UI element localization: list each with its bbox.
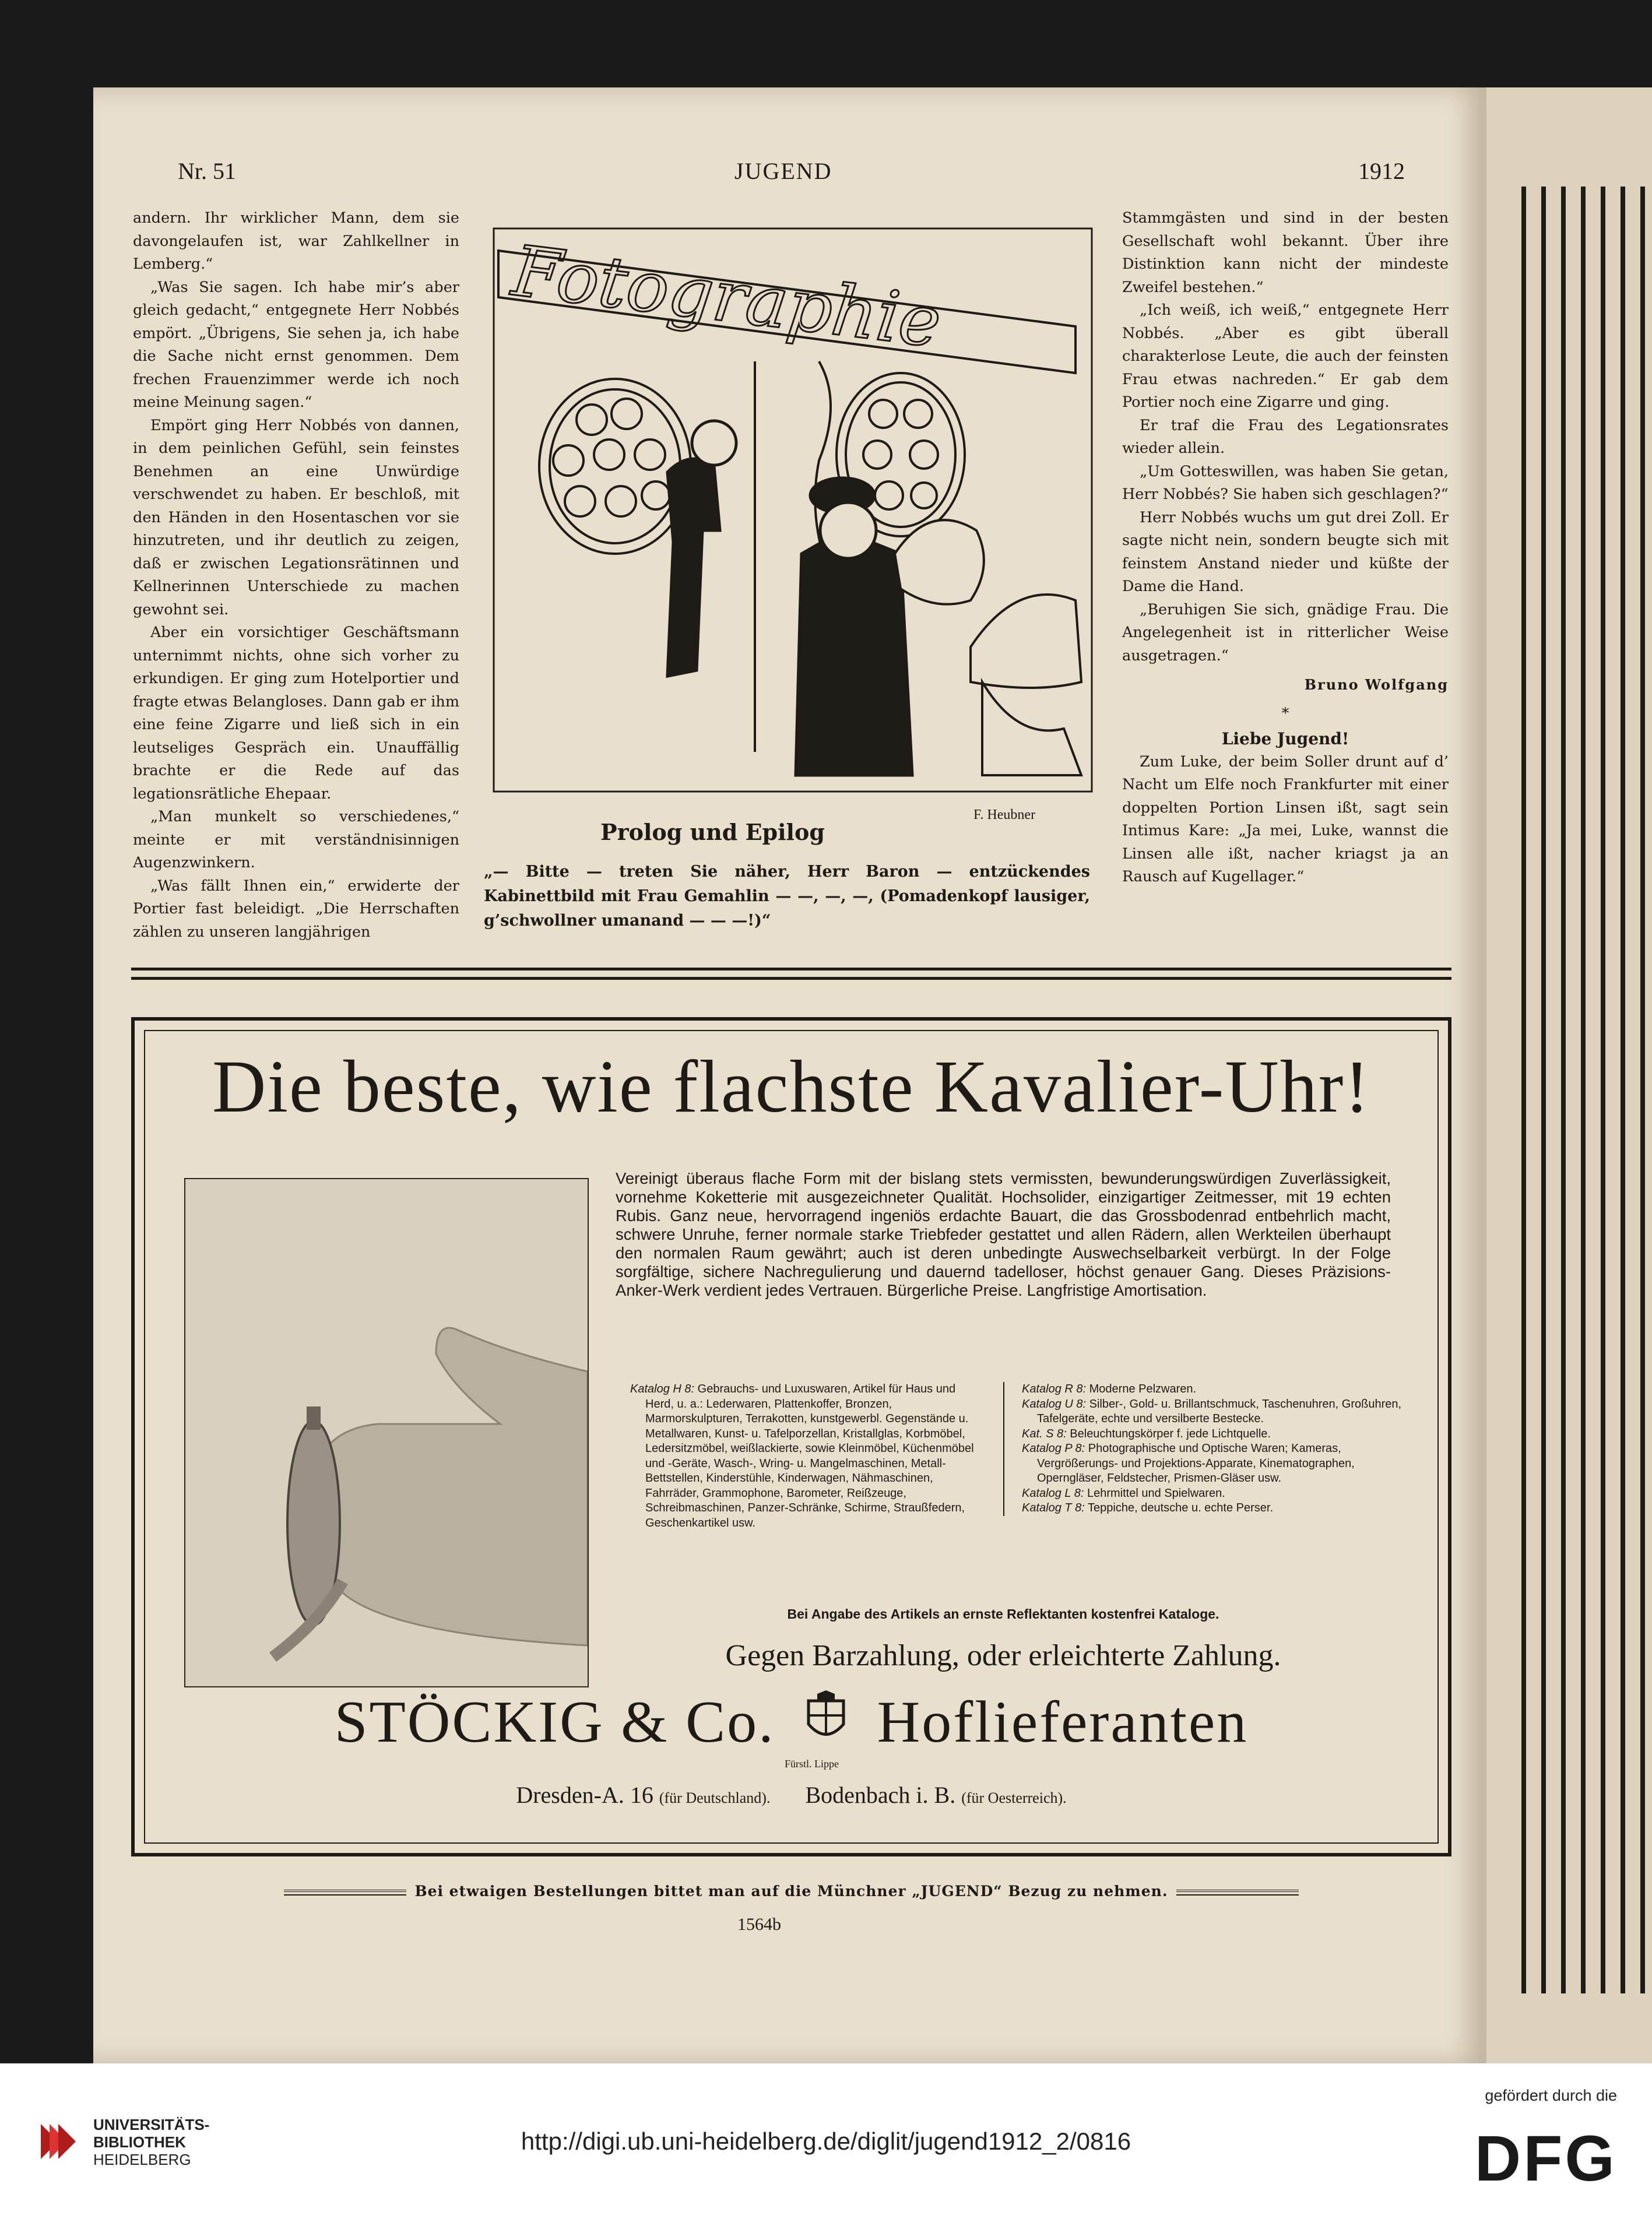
section-divider bbox=[131, 977, 1451, 980]
catalog-text: Photographische und Optische Waren; Kameras, Vergrößerungs- und Projektions-Apparate, Kinematographen, Operngläser, Feldstecher, Prismen-Gläser usw. bbox=[1037, 1442, 1355, 1485]
catalog-text: Teppiche, deutsche u. echte Perser. bbox=[1088, 1501, 1274, 1514]
dfg-logo[interactable]: DFG bbox=[1474, 2123, 1617, 2195]
illustrator-credit: F. Heubner bbox=[973, 807, 1036, 822]
paragraph: „Was fällt Ihnen ein,“ erwiderte der Portier fast beleidigt. „Die Herrschaften zählen zu unseren langjährigen bbox=[133, 877, 459, 941]
catalog-entry bbox=[1022, 1427, 1407, 1442]
catalog-text: Moderne Pelzwaren. bbox=[1089, 1383, 1197, 1395]
adjacent-page-edge bbox=[1486, 87, 1652, 2063]
ad-body-text: Vereinigt überaus flache Form mit der bislang stets vermissten, bewunderungswürdigen Zuverlässigkeit, vornehme Koketterie mit ausgezeichneter Qualität. Hochsolider, einzigartiger Zeitmesser, mit 19 echten Rubis. Ganz neue, hervorragend ingeniös erdachte Bauart, die das Grossbodenrad entbehrlich macht, schwere Unruhe, ferner normale starke Triebfeder gestattet und allen Rädern, allen Werkteilen überhaupt den normalen Raum gewährt; auch ist deren unbedingte Auswechselbarkeit verbürgt. In der Folge sorgfältige, sichere Nachregulierung und dauernd tadelloser, höchst genauer Gang. Dieses Präzisions-Anker-Werk verdient jedes Vertrauen. Bürgerliche Preise. Langfristige Amortisation. bbox=[616, 1169, 1391, 1299]
magazine-title: JUGEND bbox=[734, 158, 832, 184]
caption-title: Prolog und Epilog bbox=[600, 819, 825, 845]
year: 1912 bbox=[1358, 158, 1405, 184]
paragraph: Herr Nobbés wuchs um gut drei Zoll. Er sagte nicht nein, sondern beugte sich mit feinstem Anstand nieder und küßte der Dame die Hand. bbox=[1122, 508, 1449, 595]
adjacent-page-pattern bbox=[1521, 187, 1652, 1993]
catalog-list-right bbox=[1003, 1382, 1407, 1516]
catalog-label: Katalog U 8: bbox=[1022, 1397, 1087, 1411]
paragraph: andern. Ihr wirklicher Mann, dem sie davongelaufen ist, war Zahlkellner in Lemberg.“ bbox=[133, 209, 459, 273]
right-column bbox=[1122, 207, 1449, 889]
paragraph: „Beruhigen Sie sich, gnädige Frau. Die Angelegenheit ist in ritterlicher Weise ausgetragen.“ bbox=[1122, 600, 1449, 664]
catalog-label: Katalog P 8: bbox=[1022, 1442, 1085, 1455]
watch-advertisement bbox=[131, 1017, 1451, 1856]
paragraph: „Ich weiß, ich weiß,“ entgegnete Herr Nobbés. „Aber es gibt überall charakterlose Leute, die auch der feinsten Frau etwas nachreden.“ Er gab dem Portier noch eine Zigarre und ging. bbox=[1122, 301, 1449, 411]
library-name-line: HEIDELBERG bbox=[93, 2151, 191, 2168]
section-title: Liebe Jugend! bbox=[1221, 729, 1349, 748]
catalog-note: Bei Angabe des Artikels an ernste Reflektanten kostenfrei Kataloge. bbox=[787, 1606, 1219, 1622]
page-number: 1564b bbox=[737, 1915, 781, 1934]
firm-name-left: STÖCKIG & Co. bbox=[334, 1689, 775, 1755]
paragraph: „Was Sie sagen. Ich habe mir’s aber gleich gedacht,“ entgegnete Herr Nobbés empört. „Übrigens, Sie sehen ja, ich habe die Sache nicht ernst genommen. Dem frechen Frauenzimmer werde ich noch meine Meinung sagen.“ bbox=[133, 278, 459, 411]
paragraph: „Man munkelt so verschiedenes,“ meinte er mit verständnisinnigen Augenzwinkern. bbox=[133, 808, 459, 871]
permalink-url[interactable]: http://digi.ub.uni-heidelberg.de/diglit/jugend1912_2/0816 bbox=[521, 2127, 1131, 2155]
catalog-text: Silber-, Gold- u. Brillantschmuck, Taschenuhren, Großuhren, Tafelgeräte, echte und versilberte Bestecke. bbox=[1037, 1397, 1402, 1425]
firm-name bbox=[135, 1688, 1448, 1756]
library-name-line: BIBLIOTHEK bbox=[93, 2133, 186, 2151]
paragraph: „Um Gotteswillen, was haben Sie getan, Herr Nobbés? Sie haben sich geschlagen?“ bbox=[1122, 462, 1449, 503]
catalog-entry bbox=[1022, 1397, 1407, 1427]
paragraph: Zum Luke, der beim Soller drunt auf d’ Nacht um Elfe noch Frankfurter mit einer doppelten Portion Linsen ißt, sagt sein Intimus Kare: „Ja mei, Luke, wannst die Linsen alle ißt, nacher kriagst ja an Rausch auf Kugellager.“ bbox=[1122, 752, 1449, 885]
firm-name-right: Hoflieferanten bbox=[877, 1689, 1249, 1755]
ad-headline: Die beste, wie flachste Kavalier-Uhr! bbox=[212, 1045, 1370, 1128]
address-dresden-note: (für Deutschland). bbox=[659, 1789, 771, 1806]
order-notice: Bei etwaigen Bestellungen bittet man auf die Münchner „JUGEND“ Bezug zu nehmen. bbox=[131, 1883, 1451, 1900]
paragraph: Er traf die Frau des Legationsrates wieder allein. bbox=[1122, 416, 1449, 457]
caption-text: „— Bitte — treten Sie näher, Herr Baron — entzückendes Kabinettbild mit Frau Gemahlin — —, —, —, (Pomadenkopf lausiger, g’schwollner umanand — — —!)“ bbox=[484, 863, 1090, 930]
caricature-illustration bbox=[493, 227, 1093, 793]
catalog-entry bbox=[1022, 1486, 1407, 1501]
catalog-list-left bbox=[630, 1382, 980, 1531]
coat-of-arms-icon bbox=[800, 1689, 852, 1747]
crest-label: Fürstl. Lippe bbox=[785, 1758, 839, 1770]
author-signature: Bruno Wolfgang bbox=[1304, 676, 1449, 693]
paragraph: Stammgästen und sind in der besten Gesellschaft wohl bekannt. Über ihre Distinktion kann nicht der mindeste Zweifel bestehen.“ bbox=[1122, 209, 1449, 296]
catalog-label: Katalog R 8: bbox=[1022, 1383, 1087, 1395]
payment-terms: Gegen Barzahlung, oder erleichterte Zahlung. bbox=[725, 1639, 1281, 1672]
catalog-entry bbox=[630, 1382, 980, 1531]
catalog-entry bbox=[1022, 1501, 1407, 1516]
issue-number: Nr. 51 bbox=[178, 158, 236, 184]
address-bodenbach: Bodenbach i. B. bbox=[805, 1782, 956, 1808]
hand-holding-watch-photo bbox=[184, 1178, 589, 1687]
catalog-entry bbox=[1022, 1382, 1407, 1397]
left-column bbox=[133, 207, 459, 944]
paragraph: Empört ging Herr Nobbés von dannen, in dem peinlichen Gefühl, sein feinstes Benehmen an eine Unwürdige verschwendet zu haben. Er beschloß, mit den Händen in den Hosentaschen vor sie hinzutreten, und ihr deutlich zu zeigen, daß er zwischen Legationsrätinnen und Kellnerinnen Unterschiede zu machen gewohnt sei. bbox=[133, 416, 459, 618]
sponsor-label: gefördert durch die bbox=[1485, 2087, 1617, 2104]
viewer-footer bbox=[0, 2063, 1652, 2233]
library-name-line: UNIVERSITÄTS- bbox=[93, 2116, 210, 2133]
section-separator: * bbox=[1281, 704, 1289, 722]
catalog-label: Kat. S 8: bbox=[1022, 1427, 1067, 1440]
catalog-label: Katalog T 8: bbox=[1022, 1501, 1085, 1514]
catalog-text: Gebrauchs- und Luxuswaren, Artikel für Haus und Herd, u. a.: Lederwaren, Plattenkoffer, Bronzen, Marmorskulpturen, Terrakotten, kunstgewerbl. Gegenstände u. Metallwaren, Kunst- u. Tafelporzellan, Kristallglas, Korbmöbel, Ledersitzmöbel, weißlackierte, sowie Kleinmöbel, Küchenmöbel und -Geräte, Wasch-, Wring- u. Mangelmaschinen, Metall-Bettstellen, Kinderstühle, Kinderwagen, Nähmaschinen, Fahrräder, Grammophone, Barometer, Reißzeuge, Schreibmaschinen, Panzer-Schränke, Schirme, Straußfedern, Geschenkartikel usw. bbox=[645, 1383, 974, 1529]
address-dresden: Dresden-A. 16 bbox=[516, 1782, 653, 1808]
catalog-label: Katalog L 8: bbox=[1022, 1486, 1084, 1500]
section-divider bbox=[131, 968, 1451, 970]
catalog-entry bbox=[1022, 1441, 1407, 1486]
address-bodenbach-note: (für Oesterreich). bbox=[961, 1789, 1067, 1806]
catalog-label: Katalog H 8: bbox=[630, 1383, 695, 1395]
catalog-text: Beleuchtungskörper f. jede Lichtquelle. bbox=[1070, 1427, 1271, 1440]
paragraph: Aber ein vorsichtiger Geschäftsmann unternimmt nichts, ohne sich vorher zu erkundigen. Er ging zum Hotelportier und fragte etwas Belangloses. Dann gab er ihm eine feine Zigarre und ließ sich in ein leutseliges Gespräch ein. Unauffällig brachte er die Rede auf das legationsrätliche Ehepaar. bbox=[133, 624, 459, 803]
photo-studio-sign: Fotographie bbox=[508, 230, 945, 364]
addresses bbox=[135, 1781, 1448, 1809]
catalog-text: Lehrmittel und Spielwaren. bbox=[1087, 1486, 1225, 1500]
